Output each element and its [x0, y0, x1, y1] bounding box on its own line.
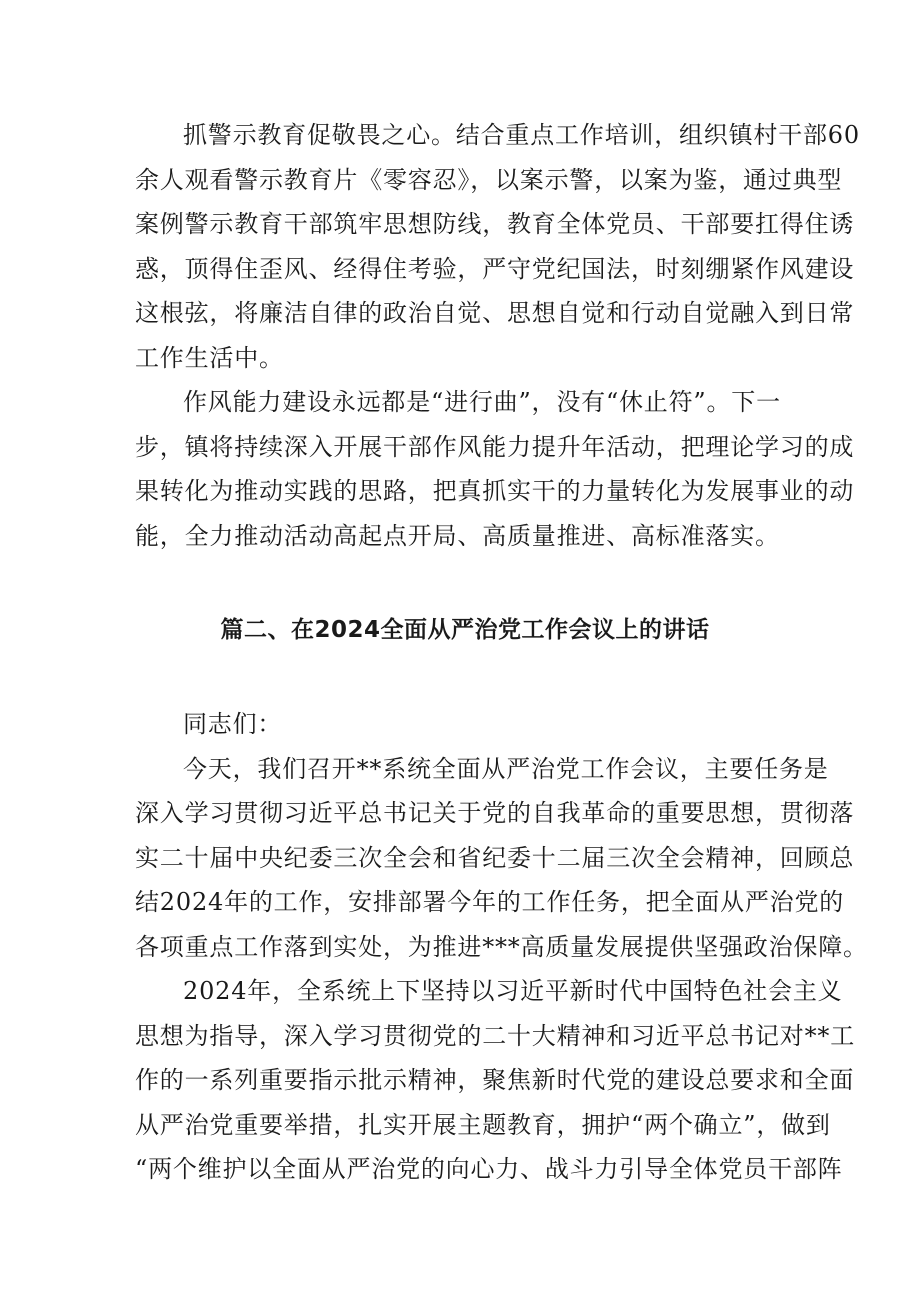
text-line: 抓警示教育促敬畏之心。结合重点工作培训，组织镇村干部60 [183, 121, 860, 149]
text-line: 案例警示教育干部筑牢思想防线，教育全体党员、干部要扛得住诱 [135, 210, 855, 238]
text-line: 步，镇将持续深入开展干部作风能力提升年活动，把理论学习的成 [135, 432, 855, 461]
text-line: 结2024年的工作，安排部署今年的工作任务，把全面从严治党的 [135, 888, 845, 916]
salutation: 同志们： [183, 710, 283, 738]
text-line: 能，全力推动活动高起点开局、高质量推进、高标准落实。 [135, 521, 780, 550]
paragraph-meeting-intro [135, 747, 868, 970]
paragraph-work-style [135, 380, 855, 558]
paragraph-2024-review [135, 969, 855, 1192]
document-page [135, 113, 868, 1192]
text-line: 思想为指导，深入学习贯彻党的二十大精神和习近平总书记对**工 [135, 1021, 855, 1050]
text-line: 果转化为推动实践的思路，把真抓实干的力量转化为发展事业的动 [135, 477, 855, 505]
text-line: 惑，顶得住歪风、经得住考验，严守党纪国法，时刻绷紧作风建设 [135, 254, 855, 283]
text-line: 实二十届中央纪委三次全会和省纪委十二届三次全会精神，回顾总 [135, 843, 855, 872]
text-line: 深入学习贯彻习近平总书记关于党的自我革命的重要思想，贯彻落 [135, 799, 855, 827]
paragraph-warning-education [135, 113, 860, 380]
text-line: 2024年，全系统上下坚持以习近平新时代中国特色社会主义 [183, 977, 843, 1005]
text-line: 从严治党重要举措，扎实开展主题教育，拥护“两个确立”，做到 [135, 1110, 831, 1139]
text-line: “两个维护以全面从严治党的向心力、战斗力引导全体党员干部阵 [135, 1155, 843, 1183]
text-line: 余人观看警示教育片《零容忍》，以案示警，以案为鉴，通过典型 [135, 165, 843, 194]
text-line: 作风能力建设永远都是“进行曲”，没有“休止符”。下一 [183, 388, 781, 416]
section-heading: 篇二、在2024全面从严治党工作会议上的讲话 [220, 617, 710, 643]
text-line: 作的一系列重要指示批示精神，聚焦新时代党的建设总要求和全面 [135, 1066, 855, 1094]
text-line: 各项重点工作落到实处，为推进***高质量发展提供坚强政治保障。 [135, 932, 868, 961]
text-line: 今天，我们召开**系统全面从严治党工作会议，主要任务是 [183, 754, 829, 783]
text-line: 工作生活中。 [135, 343, 284, 372]
text-line: 这根弦，将廉洁自律的政治自觉、思想自觉和行动自觉融入到日常 [135, 299, 855, 327]
